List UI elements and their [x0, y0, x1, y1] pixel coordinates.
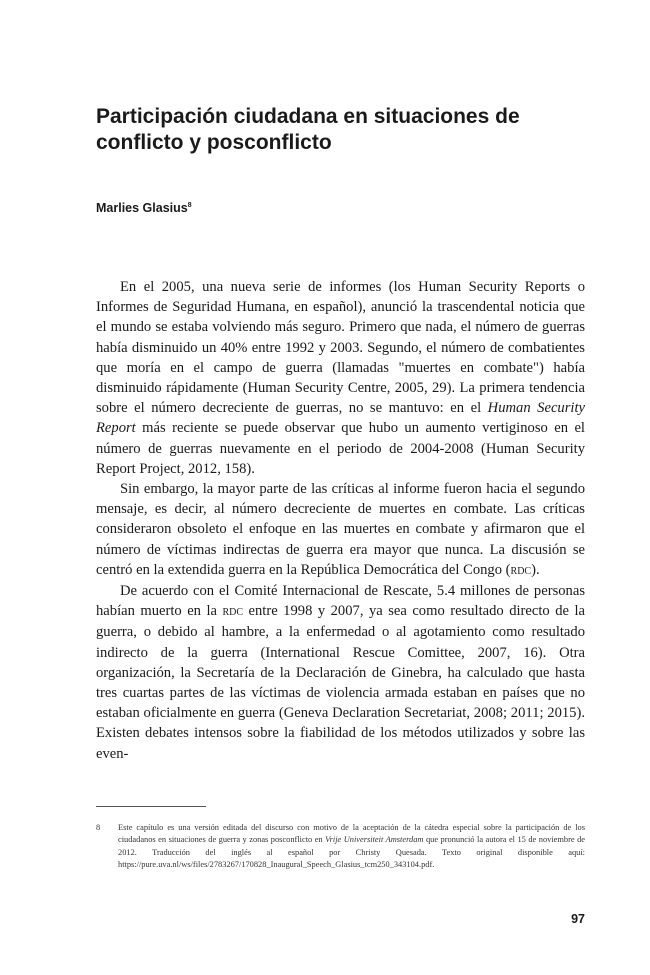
acronym-rdc: rdc — [222, 604, 244, 620]
footnote — [96, 822, 585, 872]
acronym-rdc: rdc — [510, 562, 532, 578]
university-name-italic: Vrije Universiteit Amsterdam — [325, 835, 424, 845]
paragraph-text: En el 2005, una nueva serie de informes (los Human Security Reports o Informes de Seguridad Humana, en español), anunció la trascendental noticia que el mundo se estaba volviendo más seguro. Primero que nada, el número de guerras había disminuido un 40% entre 1992 y 2003. Segundo, el número de combatientes que moría en el campo de guerra (llamadas "muertes en combate") había disminuido rápidamente (Human Security Centre, 2005, 29). La primera tendencia sobre el número decreciente de guerras, no se mantuvo: en el — [96, 279, 585, 417]
paragraph — [96, 479, 585, 581]
chapter-title: Participación ciudadana en situaciones de conflicto y posconflicto — [96, 105, 520, 154]
author-footnote-mark[interactable]: 8 — [187, 201, 192, 209]
footnote-text-part: Este capítulo es una versión editada del discurso con motivo de la aceptación de la cátedra especial sobre la participación de los ciudadanos en situaciones de guerra y zonas posconflicto en — [118, 823, 585, 845]
footnote-divider — [96, 806, 206, 807]
footnote-text-part[interactable]: que pronunció la autora el 15 de noviembre de 2012. Traducción del inglés al español por Christy Quesada. Texto original disponible aquí: https://pure.uva.nl/ws/files/2783267/170828_Inaugural_Speech_Glasius_tcm250_343104.pdf. — [118, 835, 585, 870]
paragraph — [96, 581, 585, 764]
page-number: 97 — [571, 912, 585, 926]
paragraph-text: entre 1998 y 2007, ya sea como resultado directo de la guerra, o debido al hambre, a la enfermedad o al agotamiento como resultado indirecto de la guerra (International Rescue Comittee, 2007, 16). Otra organización, la Secretaría de la Declaración de Ginebra, ha calculado que hasta tres cuartas partes de las víctimas de violencia armada estaban en países que no estaban oficialmente en guerra (Geneva Declaration Secretariat, 2008; 2011; 2015). Existen debates intensos sobre la fiabilidad de los métodos utilizados y sobre las even- — [96, 603, 585, 762]
report-title-italic: Human Security Report — [96, 400, 585, 437]
author-name: Marlies Glasius — [96, 201, 188, 215]
paragraph-text: ). — [531, 561, 540, 578]
footnote-number: 8 — [96, 823, 101, 832]
footnote-text — [118, 822, 585, 872]
body-text — [96, 277, 585, 764]
paragraph-text: De acuerdo con el Comité Internacional de Rescate, 5.4 millones de personas habían muerto en la — [96, 583, 585, 620]
paragraph-text: más reciente se puede observar que hubo un aumento vertiginoso en el número de guerras nuevamente en el periodo de 2004-2008 (Human Security Report Project, 2012, 158). — [96, 420, 585, 477]
paragraph-text: Sin embargo, la mayor parte de las críticas al informe fueron hacia el segundo mensaje, es decir, al número decreciente de muertes en combate. Las críticas consideraron obsoleto el enfoque en las muertes en combate y afirmaron que el número de víctimas indirectas de guerra era mayor que nunca. La discusión se centró en la extendida guerra en la República Democrática del Congo ( — [96, 481, 585, 578]
paragraph — [96, 277, 585, 479]
author-line — [96, 200, 192, 216]
